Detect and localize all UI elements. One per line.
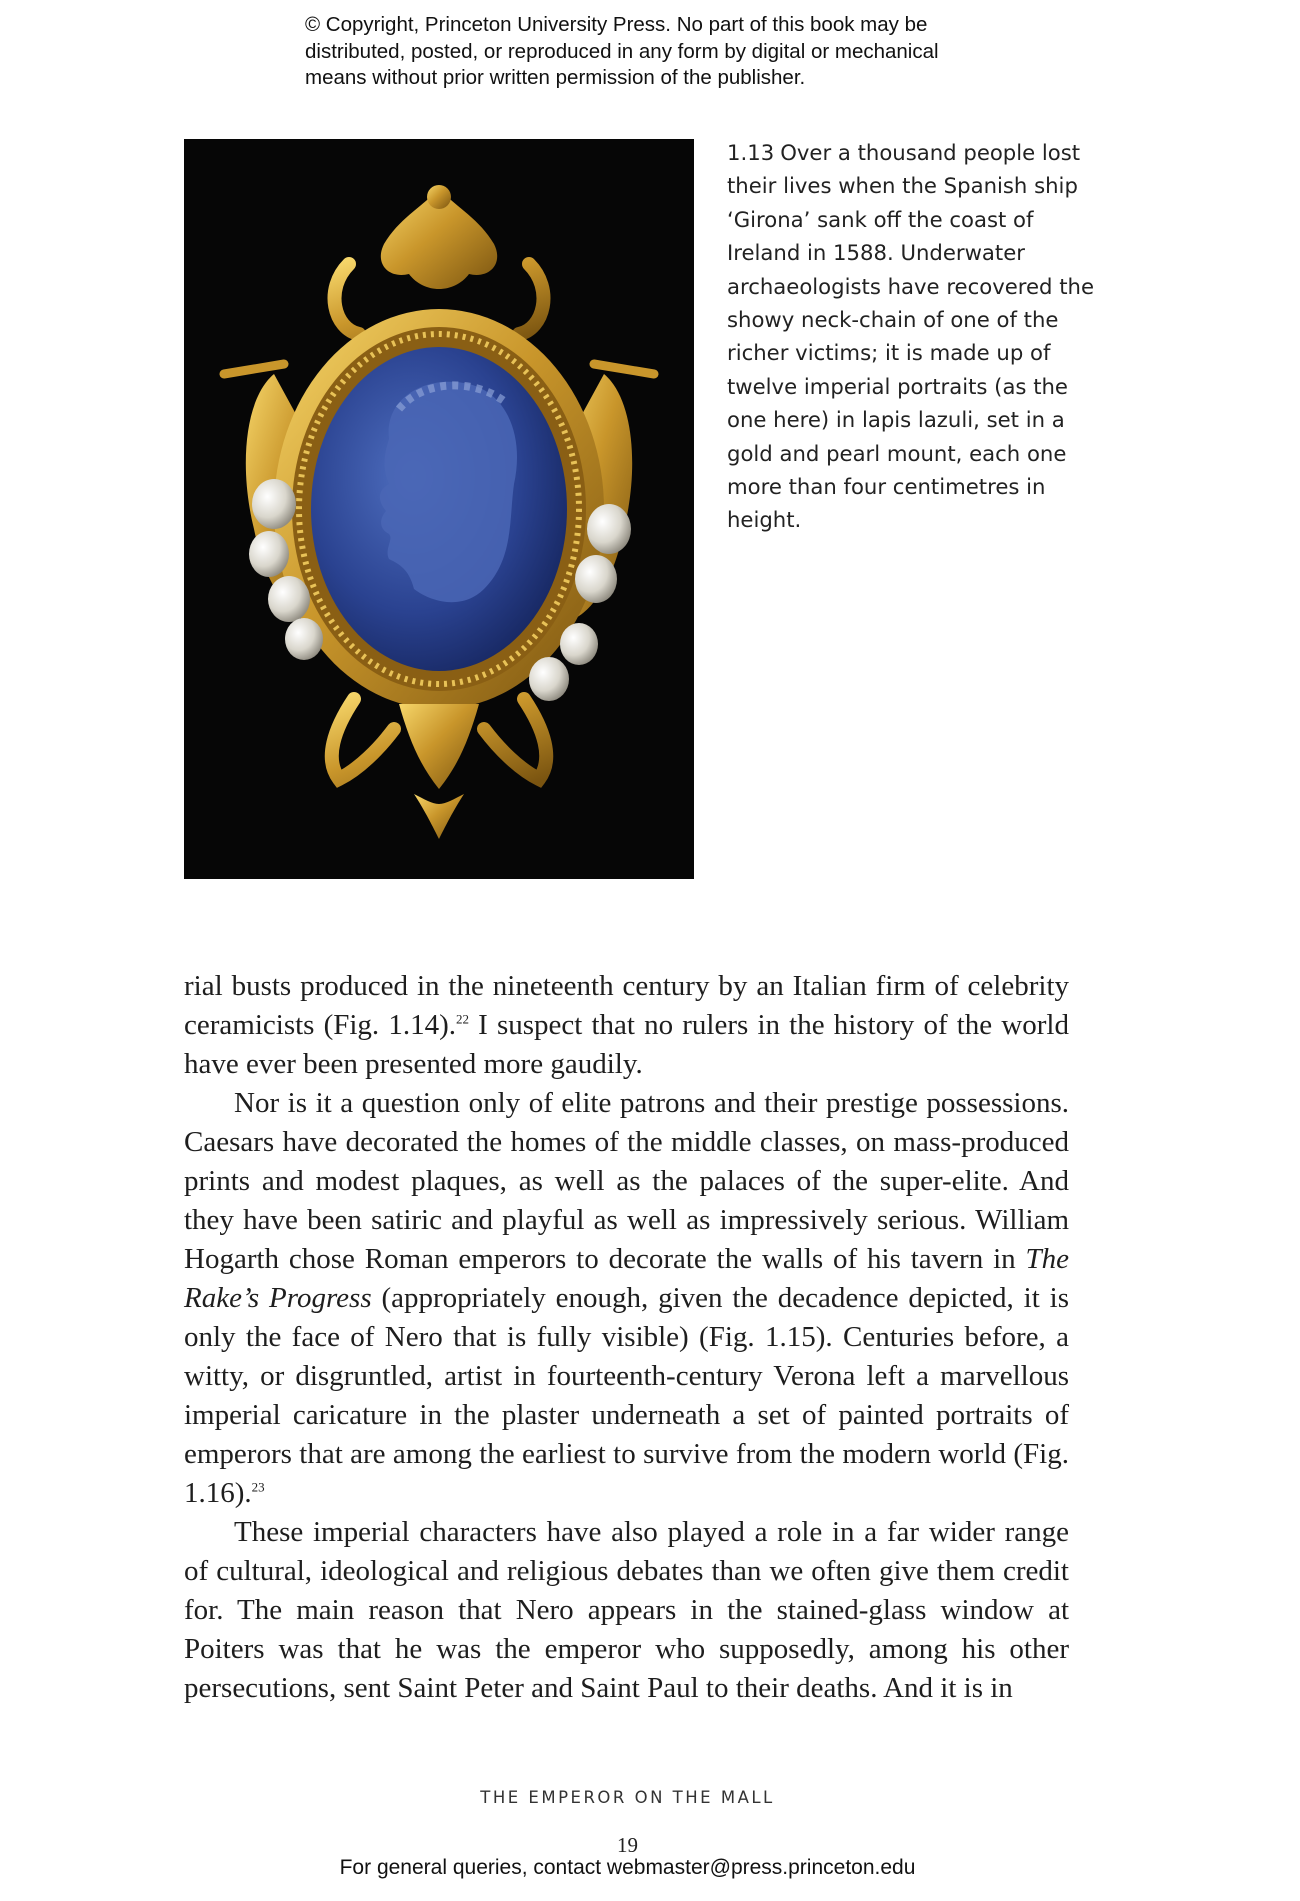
footnote-marker: 23 <box>251 1479 265 1495</box>
figure-number: 1.13 <box>727 140 775 165</box>
contact-line: For general queries, contact webmaster@press.princeton.edu <box>339 1856 916 1879</box>
work-title: The Rake’s Progress <box>184 1243 1069 1314</box>
paragraph-text: (appropriately enough, given the decadence depicted, it is only the face of Nero that is fully visible) (Fig. 1.15). Centuries before, a witty, or disgruntled, artist in fourteenth-century Verona left a marvellous imperial caricature in the plaster underneath a set of painted portraits of emperors that are among the earliest to survive from the modern world (Fig. 1.16). <box>184 1282 1069 1509</box>
paragraph-text: I suspect that no rulers in the history of the world have ever been presented more gaudily. <box>184 1009 1069 1080</box>
page-number: 19 <box>617 1833 638 1857</box>
paragraph-text: Nor is it a question only of elite patrons and their prestige possessions. Caesars have decorated the homes of the middle classes, on mass-produced prints and modest plaques, as well as the palaces of the super-elite. And they have been satiric and playful as well as impressively serious. William Hogarth chose Roman emperors to decorate the walls of his tavern in <box>184 1087 1069 1275</box>
paragraph-text: rial busts produced in the nineteenth century by an Italian firm of celebrity ceramicists (Fig. 1.14). <box>184 970 1069 1041</box>
copyright-line: means without prior written permission of the publisher. <box>305 66 806 89</box>
paragraph <box>184 967 1069 1084</box>
running-head: THE EMPEROR ON THE MALL <box>480 1788 775 1807</box>
figure-caption-text: Over a thousand people lost their lives when the Spanish ship ‘Girona’ sank off the coast of Ireland in 1588. Underwater archaeologists have recovered the showy neck-chain of one of the richer victims; it is made up of twelve imperial portraits (as the one here) in lapis lazuli, set in a gold and pearl mount, each one more than four centimetres in height. <box>727 140 1095 533</box>
copyright-line: distributed, posted, or reproduced in any form by digital or mechanical <box>305 39 939 63</box>
copyright-notice <box>305 12 1065 92</box>
copyright-line: © Copyright, Princeton University Press. No part of this book may be <box>305 13 928 36</box>
footnote-marker: 22 <box>456 1011 469 1027</box>
figure-caption <box>727 136 1112 537</box>
body-text <box>184 967 1069 1708</box>
figure-lapis-cameo-pendant <box>184 139 694 879</box>
cameo-pendant-illustration <box>184 139 694 879</box>
paragraph <box>184 1084 1069 1513</box>
paragraph: These imperial characters have also played a role in a far wider range of cultural, ideological and religious debates than we often give them credit for. The main reason that Nero appears in the stained-glass window at Poiters was that he was the emperor who supposedly, among his other persecutions, sent Saint Peter and Saint Paul to their deaths. And it is in <box>184 1516 1069 1704</box>
